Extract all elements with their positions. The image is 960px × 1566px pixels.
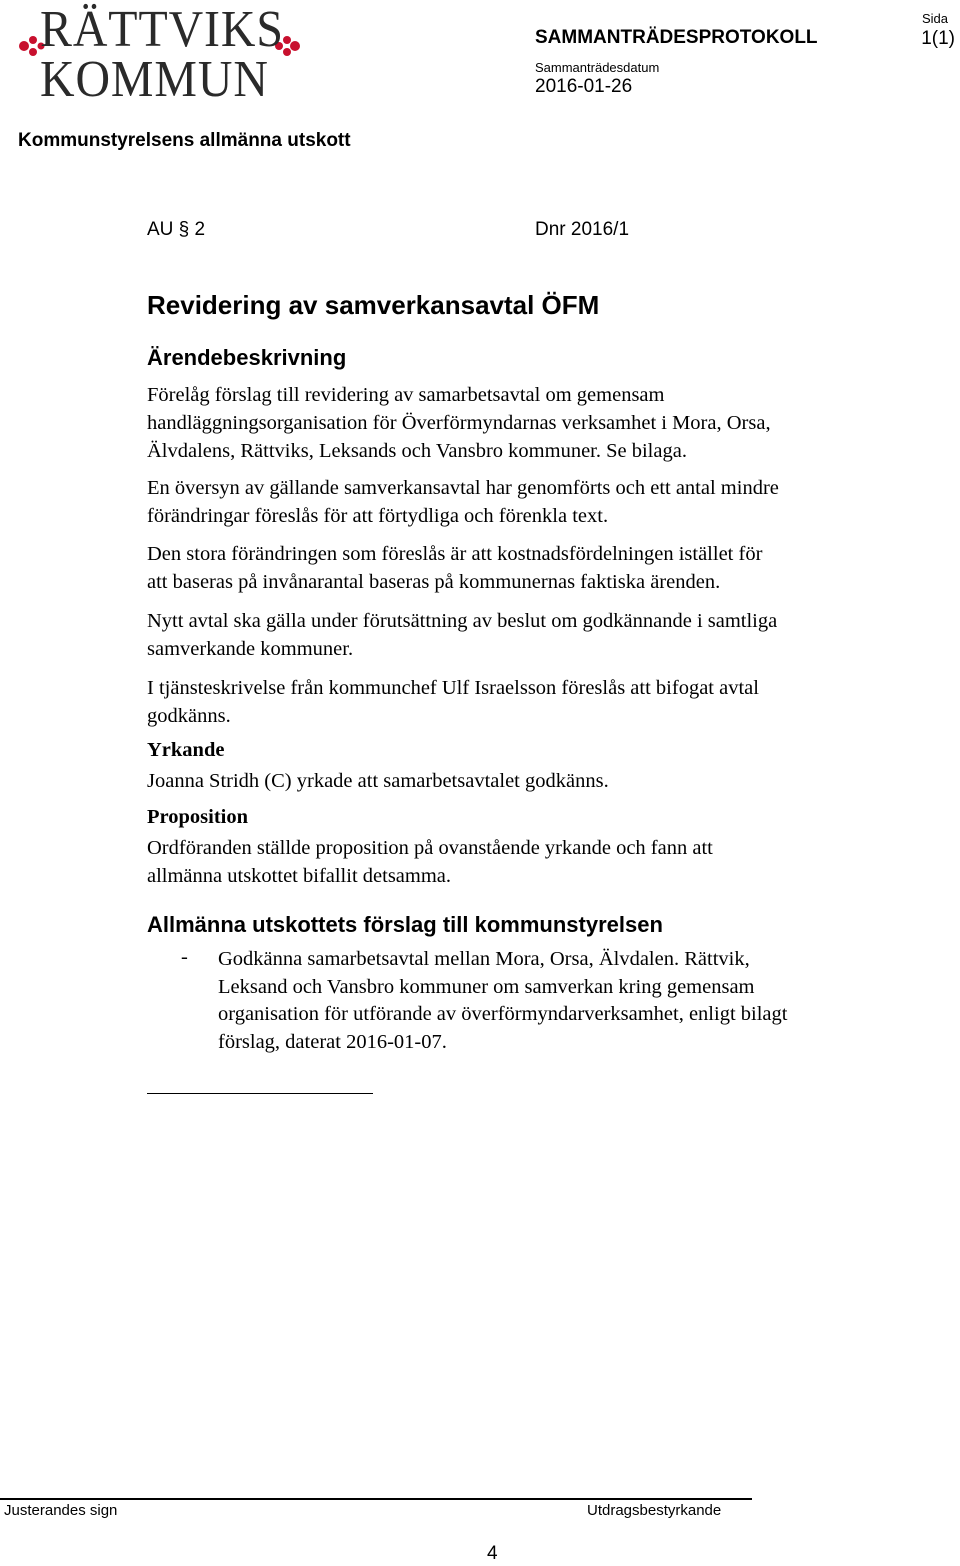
document-title: SAMMANTRÄDESPROTOKOLL (535, 27, 818, 48)
page-indicator: 1(1) (921, 28, 955, 49)
page-number: 4 (487, 1543, 498, 1564)
text-line: Leksand och Vansbro kommuner om samverkan kring gemensam (218, 975, 755, 998)
proposition-heading: Proposition (147, 806, 248, 828)
text-line: organisation för utförande av överförmyndarverksamhet, enligt bilagt (218, 1003, 788, 1025)
yrkande-text (147, 767, 907, 795)
logo-line-2: KOMMUN (40, 51, 269, 108)
diary-number: Dnr 2016/1 (535, 219, 630, 240)
proposal-item (218, 946, 787, 1056)
paragraph-5 (147, 674, 907, 730)
proposal-heading: Allmänna utskottets förslag till kommunstyrelsen (147, 912, 663, 937)
text-line: förslag, daterat 2016-01-07. (218, 1030, 447, 1053)
signature-label: Justerandes sign (4, 1502, 118, 1519)
text-line: Den stora förändringen som föreslås är att kostnadsfördelningen istället för (147, 543, 763, 565)
text-line: allmänna utskottet bifallit detsamma. (147, 865, 452, 887)
paragraph-2 (147, 474, 907, 530)
meeting-date-label: Sammanträdesdatum (535, 60, 660, 75)
text-line: I tjänsteskrivelse från kommunchef Ulf Israelsson föreslås att bifogat avtal (147, 677, 759, 699)
text-line: samverkande kommuner. (147, 638, 354, 660)
text-line: Förelåg förslag till revidering av samarbetsavtal om gemensam (147, 384, 665, 406)
page-label: Sida (921, 11, 948, 26)
committee-name: Kommunstyrelsens allmänna utskott (18, 130, 351, 151)
end-rule (147, 1093, 373, 1094)
footer-divider (0, 1498, 752, 1500)
municipality-logo (14, 1, 304, 108)
text-line: att baseras på invånarantal baseras på kommunernas faktiska ärenden. (147, 571, 721, 593)
logo-line-1: RÄTTVIKS (40, 1, 284, 58)
paragraph-1 (147, 381, 907, 465)
text-line: Godkänna samarbetsavtal mellan Mora, Orsa, Älvdalen. Rättvik, (218, 948, 750, 970)
proposition-text (147, 834, 907, 890)
text-line: Joanna Stridh (C) yrkade att samarbetsavtalet godkänns. (147, 770, 609, 792)
case-title: Revidering av samverkansavtal ÖFM (147, 290, 600, 320)
paragraph-3 (147, 540, 907, 596)
text-line: Ordföranden ställde proposition på ovanstående yrkande och fann att (147, 837, 713, 859)
section-heading: Ärendebeskrivning (147, 345, 347, 370)
yrkande-heading: Yrkande (147, 739, 225, 761)
paragraph-4 (147, 607, 907, 663)
text-line: Nytt avtal ska gälla under förutsättning av beslut om godkännande i samtliga (147, 610, 778, 632)
text-line: godkänns. (147, 705, 231, 727)
text-line: förändringar föreslås för att förtydliga och förenkla text. (147, 505, 609, 527)
extract-certification-label: Utdragsbestyrkande (587, 1502, 722, 1519)
bullet-marker: - (181, 946, 188, 968)
paragraph-number: AU § 2 (147, 219, 206, 240)
text-line: Älvdalens, Rättviks, Leksands och Vansbro kommuner. Se bilaga. (147, 440, 687, 462)
text-line: En översyn av gällande samverkansavtal har genomförts och ett antal mindre (147, 477, 779, 499)
meeting-date: 2016-01-26 (535, 76, 633, 97)
text-line: handläggningsorganisation för Överförmyndarnas verksamhet i Mora, Orsa, (147, 412, 771, 434)
